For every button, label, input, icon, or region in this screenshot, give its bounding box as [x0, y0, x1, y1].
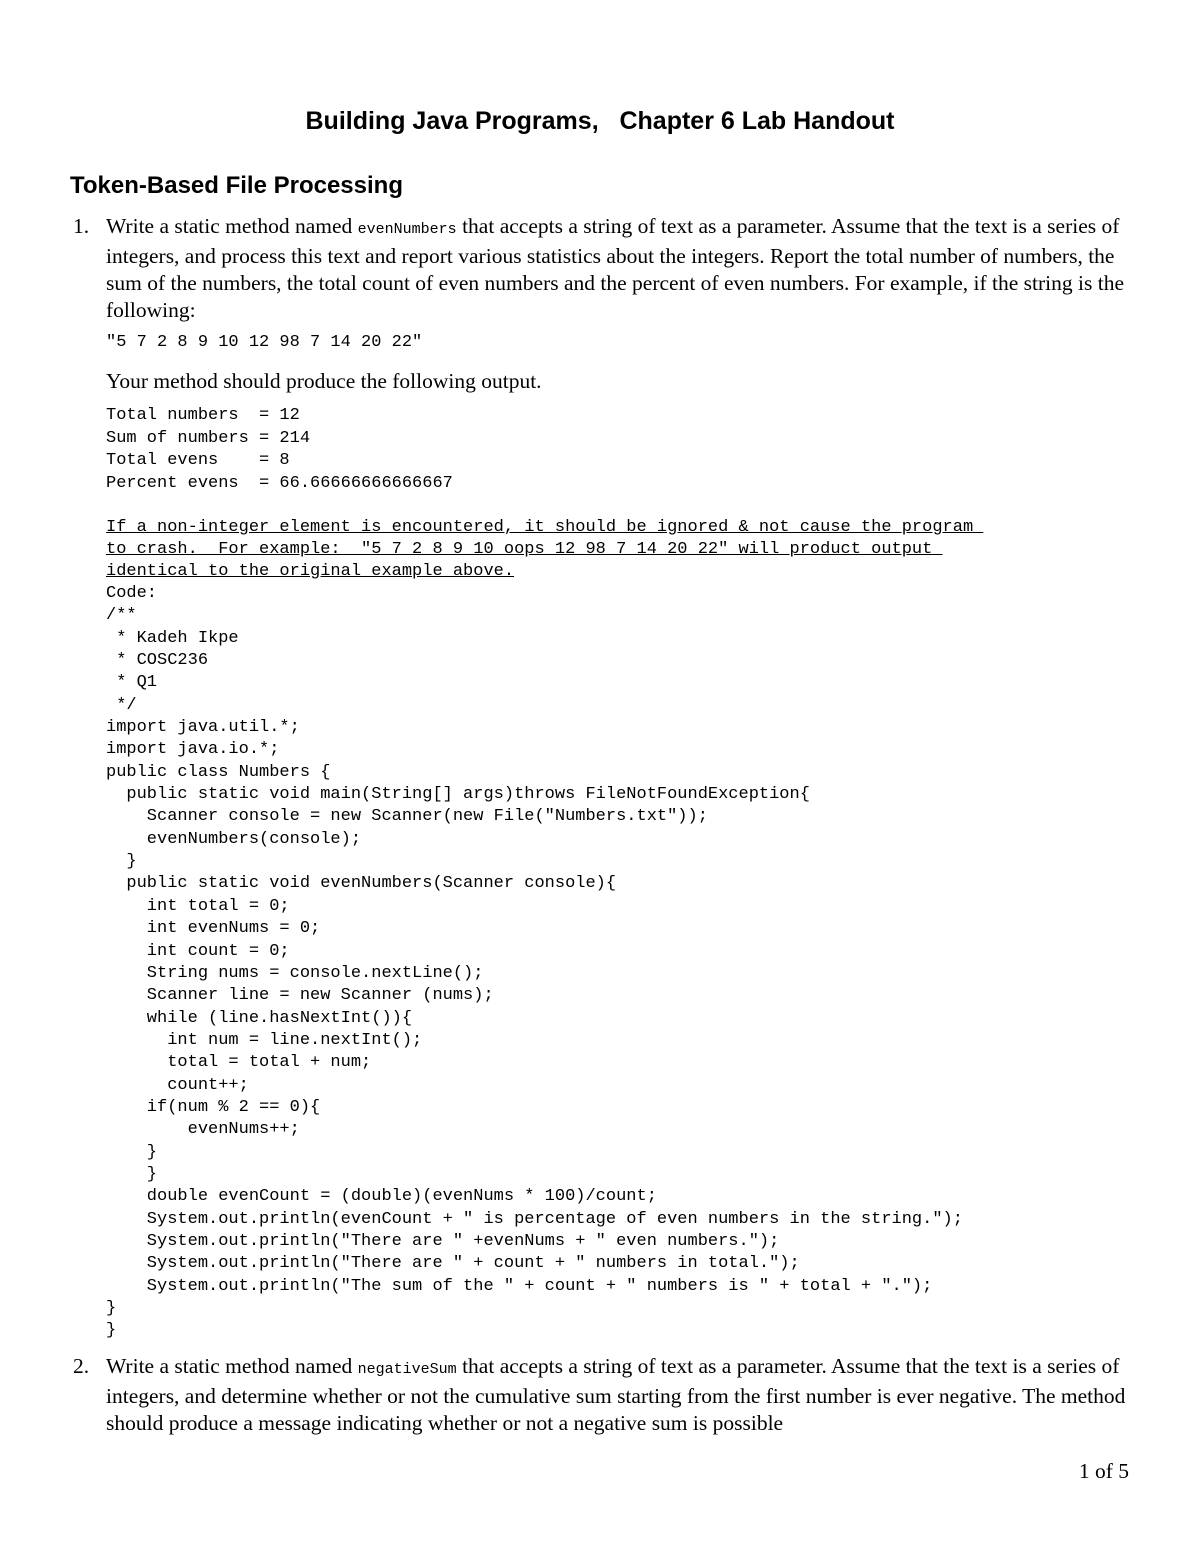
- question-2-text: [106, 1353, 1128, 1437]
- expected-output: Total numbers = 12 Sum of numbers = 214 Total evens = 8 Percent evens = 66.66666666666667: [106, 406, 453, 493]
- section-heading: Token-Based File Processing: [70, 172, 403, 199]
- question-2-number: 2.: [73, 1354, 90, 1378]
- question-1-method-name: evenNumbers: [357, 221, 457, 238]
- question-1-intro: Write a static method named: [106, 214, 358, 238]
- question-2-description: that accepts a string of text as a parameter. Assume that the text is a series of integers, and determine whether or not the cumulative sum starting from the first number is ever negative. The method should produce a message indicating whether or not a negative sum is possible: [106, 1354, 1126, 1435]
- page-number: 1 of 5: [1078, 1459, 1129, 1483]
- example-input-string: "5 7 2 8 9 10 12 98 7 14 20 22": [106, 333, 423, 352]
- question-2-intro: Write a static method named: [106, 1354, 358, 1378]
- output-intro-text: Your method should produce the following output.: [106, 369, 542, 393]
- code-listing: Code: /** * Kadeh Ikpe * COSC236 * Q1 */ import java.util.*; import java.io.*; public class Numbers { public static void main(String[] args)throws FileNotFoundException{ Scanner console = new Scanner(new File("Numbers.txt")); evenNumbers(console); } public static void evenNumbers(Scanner console){ int total = 0; int evenNums = 0; int count = 0; String nums = console.nextLine(); Scanner line = new Scanner (nums); while (line.hasNextInt()){ int num = line.nextInt(); total = total + num; count++; if(num % 2 == 0){ evenNums++; } } double evenCount = (double)(evenNums * 100)/count; System.out.println(evenCount + " is percentage of even numbers in the string."); System.out.println("There are " +evenNums + " even numbers."); System.out.println("There are " + count + " numbers in total."); System.out.println("The sum of the " + count + " numbers is " + total + "."); } }: [106, 584, 963, 1341]
- non-integer-note: If a non-integer element is encountered, it should be ignored & not cause the program to crash. For example: "5 7 2 8 9 10 oops 12 98 7 14 20 22" will product output identical to the original example above.: [106, 518, 974, 581]
- question-1-text: [106, 213, 1128, 324]
- question-1-description: that accepts a string of text as a parameter. Assume that the text is a series of integers, and process this text and report various statistics about the integers. Report the total number of numbers, the sum of the numbers, the total count of even numbers and the percent of even numbers. For example, if the string is the following:: [106, 214, 1124, 322]
- question-1-number: 1.: [73, 214, 90, 238]
- question-2-method-name: negativeSum: [357, 1361, 457, 1378]
- page-title: Building Java Programs, Chapter 6 Lab Handout: [305, 107, 895, 135]
